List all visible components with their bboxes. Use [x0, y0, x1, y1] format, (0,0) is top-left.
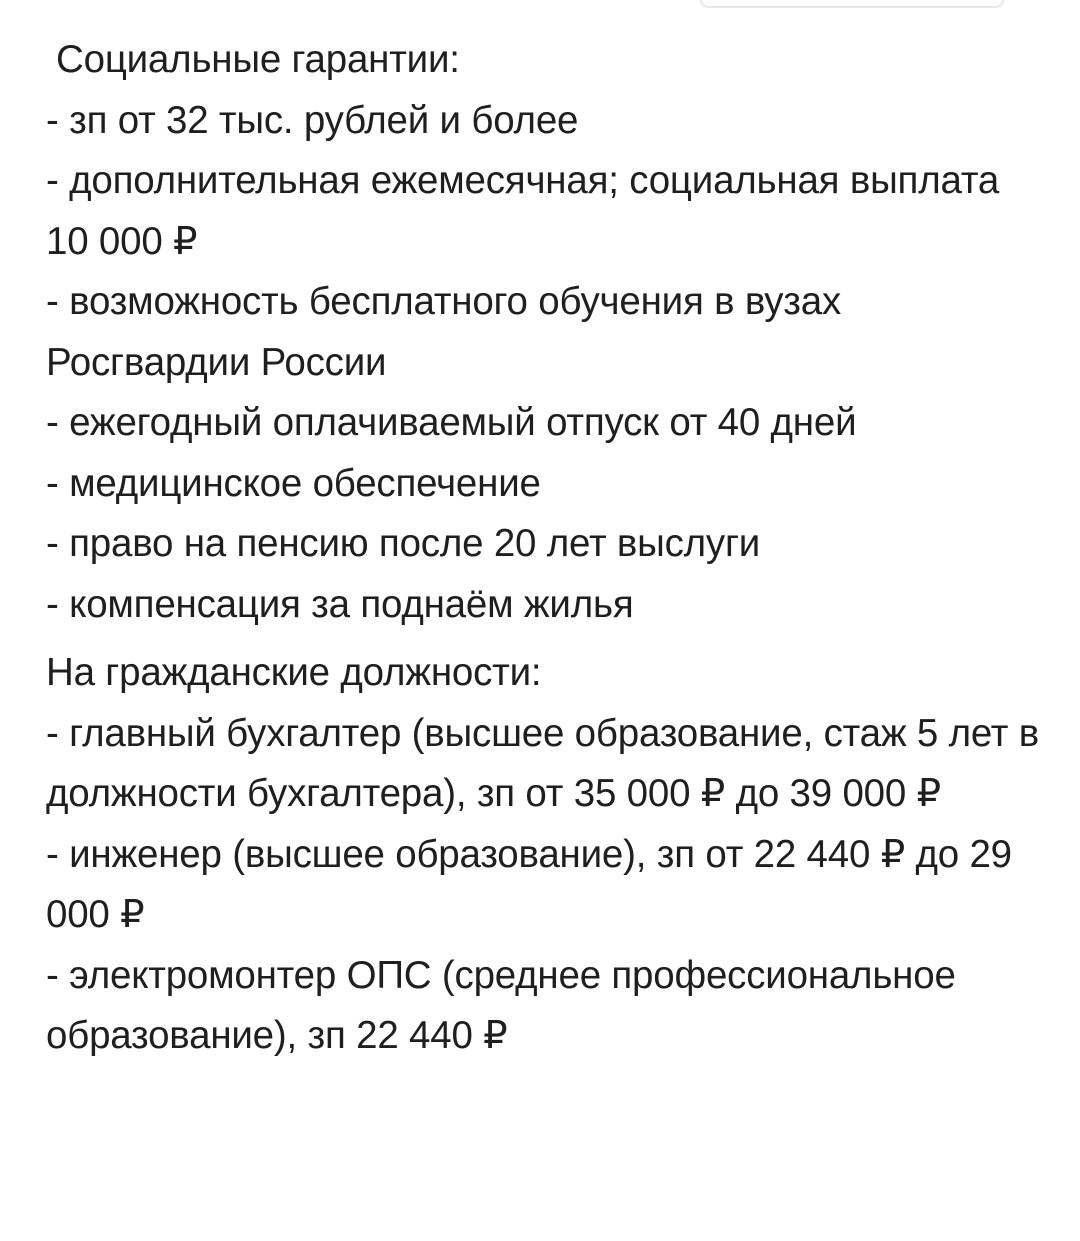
- list-item: - дополнительная ежемесячная; социальная выплата 10 000 ₽: [46, 159, 1000, 263]
- list-item: - электромонтер ОПС (среднее профессиональное образование), зп 22 440 ₽: [46, 953, 956, 1057]
- message-text: [46, 30, 1046, 1067]
- list-item: - зп от 32 тыс. рублей и более: [46, 98, 579, 142]
- list-item: - медицинское обеспечение: [46, 461, 541, 505]
- section-social-guarantees: [46, 30, 1046, 635]
- list-item: - возможность бесплатного обучения в вузах Росгвардии России: [46, 280, 842, 384]
- list-item: - инженер (высшее образование), зп от 22 440 ₽ до 29 000 ₽: [46, 832, 1012, 936]
- section-civil-positions: [46, 643, 1046, 1067]
- top-edge-decoration: [700, 0, 1004, 8]
- list-item: - ежегодный оплачиваемый отпуск от 40 дней: [46, 401, 857, 444]
- list-item: - компенсация за поднаём жилья: [46, 582, 634, 626]
- section-heading: На гражданские должности:: [46, 651, 542, 694]
- section-heading: Социальные гарантии:: [56, 38, 460, 81]
- list-item: - право на пенсию после 20 лет выслуги: [46, 522, 761, 565]
- list-item: - главный бухгалтер (высшее образование, стаж 5 лет в должности бухгалтера), зп от 35 000 ₽ до 39 000 ₽: [46, 711, 1039, 815]
